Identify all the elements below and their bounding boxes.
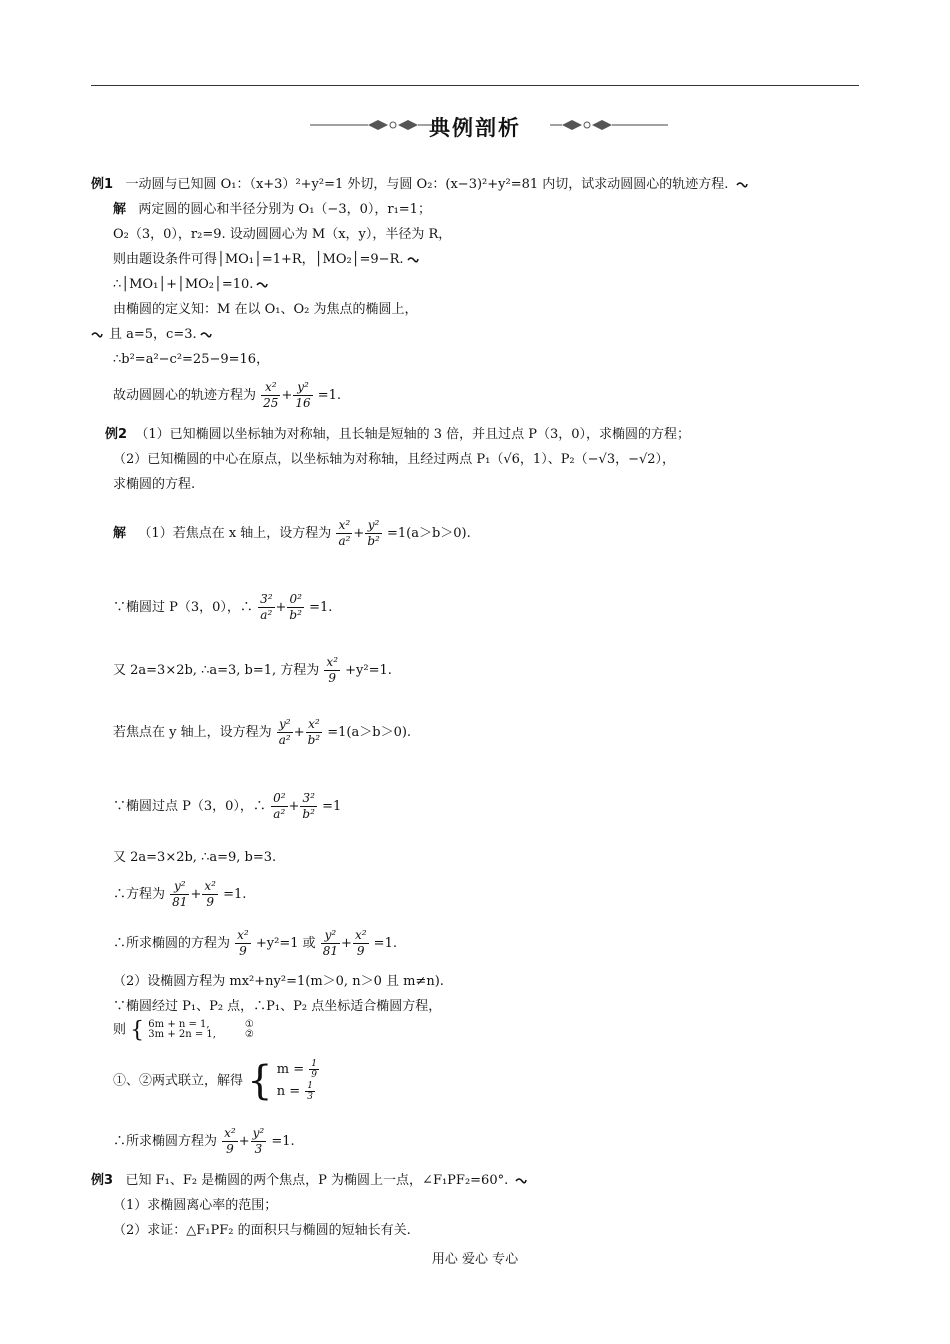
fraction: $\frac{\text{y²}}{\text{b²}}$ [367,518,380,548]
solution-label: 解 [113,202,127,217]
solution-text: 则 [113,1022,127,1038]
solution-line: 解 （1）若焦点在 x 轴上，设方程为 $\frac{\text{x²}}{\text{a²}}$ + $\frac{\text{y²}}{\text{b²}}$ =1(a＞b＞0). [113,518,471,548]
solution-text: +y²=1 或 [255,936,316,951]
solution-text: =1. [223,887,247,902]
example-label: 例1 [91,177,114,192]
solution-text: ∴所求椭圆的方程为 [113,936,231,951]
solution-text: 故动圆圆心的轨迹方程为 [113,388,257,403]
fraction: $\frac{\text{x²}}{9}$ [354,928,367,958]
example-3-question [91,1172,527,1190]
fraction: $\frac{\text{x²}}{9}$ [237,928,249,958]
solution-line: O₂（3，0），r₂=9. 设动圆圆心为 M（x，y），半径为 R， [113,227,452,242]
section-heading [0,112,950,142]
solution-text: 两定圆的圆心和半径分别为 O₁（−3，0），r₁=1； [138,202,431,217]
paragraph-mark-icon [256,281,268,289]
solution-text: ∴│MO₁│+│MO₂│=10. [113,277,254,292]
question-line: （2）已知椭圆的中心在原点，以坐标轴为对称轴，且经过两点 P₁（√6，1）、P₂（−√3，−√2）， [113,452,676,467]
fraction: $\frac{\text{y²}}{81}$ [322,928,339,958]
solution-line: ∵椭圆过点 P（3，0），∴ $\frac{\text{0²}}{\text{a²}}$ + $\frac{\text{3²}}{\text{b²}}$ =1 [113,791,342,821]
solution-text: 且 a=5，c=3. [109,327,197,342]
solution-line [113,201,431,219]
solution-text: ∵椭圆过 P（3，0），∴ [113,600,253,615]
system-equations: 6m + n = 1, 3m + 2n = 1, [148,1019,216,1040]
solution-line: 故动圆圆心的轨迹方程为 $\frac{\text{x²}}{25}$ + $\frac{\text{y²}}{16}$ =1. [113,380,342,410]
fraction: $\frac{\text{y²}}{16}$ [295,380,311,410]
question-text: 已知 F₁、F₂ 是椭圆的两个焦点，P 为椭圆上一点，∠F₁PF₂=60°. [125,1173,509,1188]
solution-text: =1. [373,936,397,951]
fraction: $\frac{\text{x²}}{\text{a²}}$ [338,518,351,548]
solution-text: =1. [309,600,333,615]
solution-label: 解 [113,526,127,541]
solution-line [113,1017,254,1043]
fraction: $\frac{\text{0²}}{\text{a²}}$ [273,791,286,821]
fraction: $\frac{\text{x²}}{25}$ [263,380,279,410]
fraction: $\frac{\text{y²}}{\text{a²}}$ [278,717,291,747]
solution-line: ∴所求椭圆的方程为 $\frac{\text{x²}}{9}$ +y²=1 或 $\frac{\text{y²}}{81}$ + $\frac{\text{x²}}{9}$ =1. [113,928,397,958]
example-label: 例2 [105,427,128,442]
fraction: $\frac{\text{0²}}{\text{b²}}$ [289,592,302,622]
question-line: （1）求椭圆离心率的范围； [113,1198,278,1213]
paragraph-mark-icon [91,331,103,339]
solution-text: （1）若焦点在 x 轴上，设方程为 [138,526,332,541]
example-2-question [105,426,690,444]
paragraph-mark-icon [736,181,748,189]
solution-text: ①、②两式联立，解得 [113,1073,244,1089]
solution-line: 又 2a=3×2b, ∴a=9, b=3. [113,850,277,865]
solution-text: =1(a＞b＞0). [386,526,471,541]
solution-line: ∵椭圆过 P（3，0），∴ $\frac{\text{3²}}{\text{a²}}$ + $\frac{\text{0²}}{\text{b²}}$ =1. [113,592,333,622]
page-footer: 用心 爱心 专心 [431,1252,519,1267]
solution-text: 若焦点在 y 轴上，设方程为 [113,725,272,740]
question-line: 求椭圆的方程. [113,477,196,492]
question-text: 一动圆与已知圆 O₁：（x+3）²+y²=1 外切，与圆 O₂：(x−3)²+y²=81 内切，试求动圆圆心的轨迹方程. [125,177,729,192]
paragraph-mark-icon [515,1177,527,1185]
solution-text: =1. [271,1134,295,1149]
fraction: $\frac{\text{x²}}{9}$ [204,879,216,909]
brace: { [247,1058,273,1104]
solution-text: =1. [317,388,342,403]
solution-line: 若焦点在 y 轴上，设方程为 $\frac{\text{y²}}{\text{a²}}$ + $\frac{\text{x²}}{\text{b²}}$ =1(a＞b＞0). [113,717,412,747]
fraction: $\frac{\text{3²}}{\text{b²}}$ [302,791,315,821]
example-1-question [91,176,748,194]
fraction: $\frac{\text{x²}}{\text{b²}}$ [307,717,321,747]
fraction: $\frac{\text{x²}}{9}$ [326,655,338,685]
paragraph-mark-icon [200,331,212,339]
top-rule [91,85,859,86]
solution-line: （2）设椭圆方程为 mx²+ny²=1(m＞0, n＞0 且 m≠n). [113,974,444,989]
solution-line: ∴所求椭圆方程为 $\frac{\text{x²}}{9}$ + $\frac{\text{y²}}{3}$ =1. [113,1126,295,1156]
solution-line: ∴方程为 $\frac{\text{y²}}{81}$ + $\frac{\text{x²}}{9}$ =1. [113,879,247,909]
solution-text: ∴方程为 [113,887,166,902]
solution-line [91,326,212,344]
solution-line [113,1058,320,1105]
solution-text: 则由题设条件可得│MO₁│=1+R，│MO₂│=9−R. [113,252,404,267]
solution-text: =1(a＞b＞0). [327,725,412,740]
solution-line [113,276,268,294]
solution-text: 又 2a=3×2b, ∴a=3, b=1, 方程为 [113,663,320,678]
solution-line: ∵椭圆经过 P₁、P₂ 点，∴P₁、P₂ 点坐标适合椭圆方程， [113,999,442,1014]
question-text: （1）已知椭圆以坐标轴为对称轴，且长轴是短轴的 3 倍，并且过点 P（3，0），求椭圆的方程； [135,427,691,442]
solution-line: 由椭圆的定义知：M 在以 O₁、O₂ 为焦点的椭圆上， [113,302,418,317]
equation-tags: ① ② [244,1019,254,1040]
solution-line [113,251,419,269]
fraction: $\frac{\text{3²}}{\text{a²}}$ [260,592,273,622]
fraction: $\frac{\text{y²}}{3}$ [252,1126,265,1156]
page-title: 典例剖析 [429,116,521,140]
solution-text: +y²=1. [345,663,392,678]
left-ornament-icon [310,118,435,132]
solution-line [113,653,392,689]
solution-text: =1 [322,799,342,814]
example-label: 例3 [91,1173,114,1188]
fraction: $\frac{\text{x²}}{9}$ [224,1126,236,1156]
solution-line: ∴b²=a²−c²=25−9=16， [113,352,270,367]
right-ornament-icon [550,118,668,132]
solution-values: m = $\frac{1}{9}$ n = $\frac{1}{3}$ [276,1059,317,1102]
solution-text: ∵椭圆过点 P（3，0），∴ [113,799,266,814]
paragraph-mark-icon [407,256,419,264]
fraction: $\frac{\text{y²}}{81}$ [172,879,188,909]
brace: { [130,1017,145,1043]
solution-text: ∴所求椭圆方程为 [113,1134,218,1149]
question-line: （2）求证：△F₁PF₂ 的面积只与椭圆的短轴长有关. [113,1223,411,1238]
